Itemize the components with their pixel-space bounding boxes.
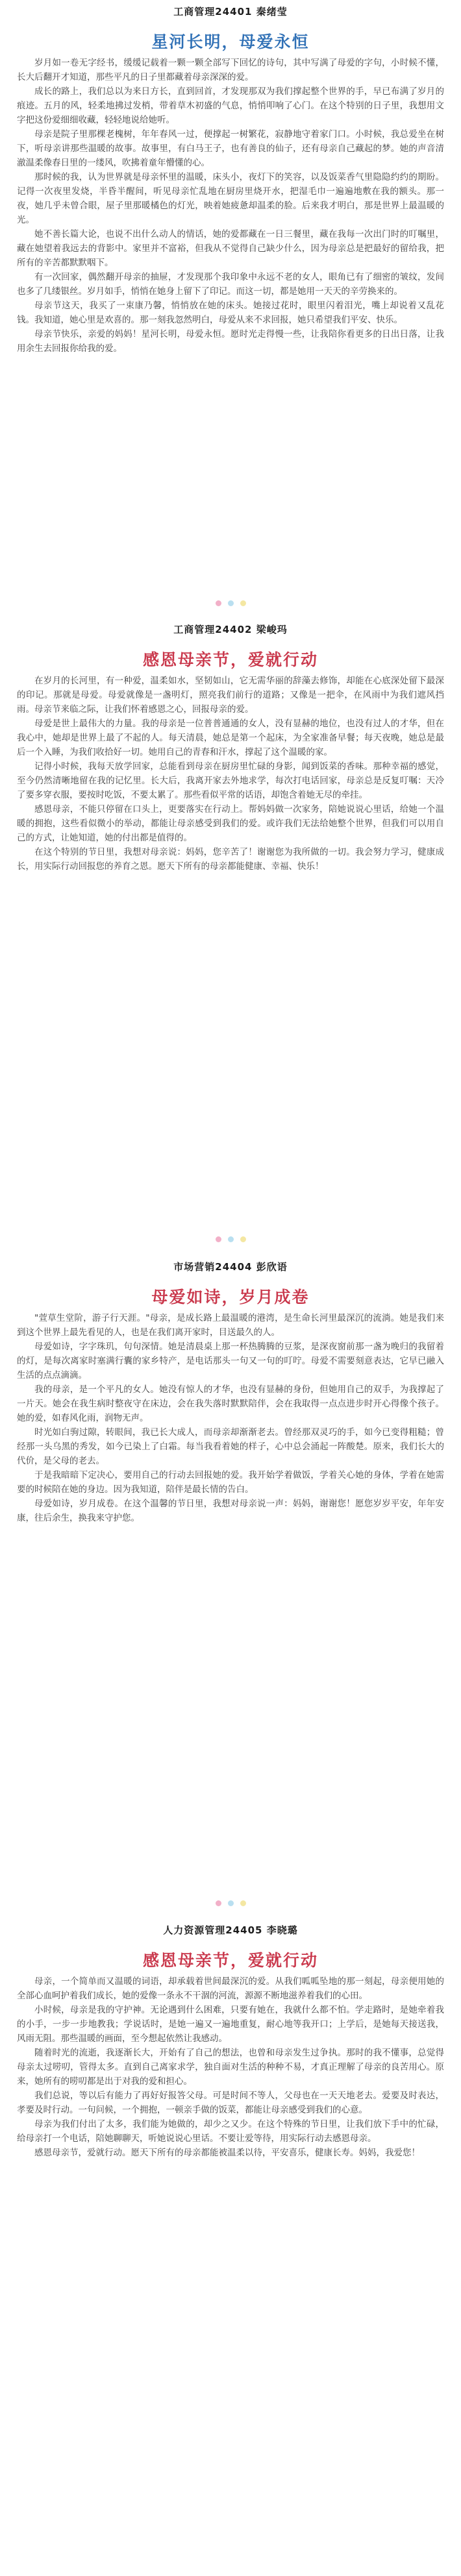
paragraph: 母爱如诗，岁月成卷。在这个温馨的节日里，我想对母亲说一声：妈妈，谢谢您！愿您岁岁平安，年年安康，往后余生，换我来守护您。 xyxy=(17,1499,444,1523)
article-1 xyxy=(0,4,461,588)
divider-dot xyxy=(228,600,234,606)
paragraph: 母亲是院子里那棵老槐树，年年春风一过，便撑起一树繁花，寂静地守着家门口。小时候，我总爱坐在树下，听母亲讲那些温暖的故事。故事里，有白马王子，也有善良的仙子，还有母亲自己藏起的梦。她的声音清澈温柔像春日里的一缕风，吹拂着童年懵懂的心。 xyxy=(17,129,444,168)
divider-dot xyxy=(216,600,221,606)
article-4 xyxy=(0,1922,461,2568)
article-3 xyxy=(0,1259,461,1895)
article-3-byline: 市场营销24404 彭欣语 xyxy=(173,1261,288,1273)
paragraph: 我的母亲，是一个平凡的女人。她没有惊人的才华，也没有显赫的身份，但她用自己的双手，为我撑起了一片天。她会在我生病时整夜守在床边，会在我失落时默默陪伴，会在我取得一点点进步时开心得像个孩子。她的爱，如春风化雨，润物无声。 xyxy=(17,1384,444,1423)
paragraph: 时光如白驹过隙，转眼间，我已长大成人，而母亲却渐渐老去。曾经那双灵巧的手，如今已变得粗糙；曾经那一头乌黑的秀发，如今已染上了白霜。每当我看着她的样子，心中总会涌起一阵酸楚。原来，我们长大的代价，是父母的老去。 xyxy=(17,1427,444,1466)
paragraph: 感恩母亲，不能只停留在口头上，更要落实在行动上。帮妈妈做一次家务，陪她说说心里话，给她一个温暖的拥抱，这些看似微小的举动，都能让母亲感受到我们的爱。或许我们无法给她整个世界，但我们可以用自己的方式，让她知道，她的付出都是值得的。 xyxy=(17,804,444,843)
article-2-title: 感恩母亲节，爱就行动 xyxy=(142,650,318,669)
paragraph: 母亲节快乐，亲爱的妈妈！星河长明，母爱永恒。愿时光走得慢一些，让我陪你看更多的日出日落，让我用余生去回报你给我的爱。 xyxy=(17,329,444,354)
article-4-title: 感恩母亲节，爱就行动 xyxy=(142,1951,318,1970)
article-4-byline: 人力资源管理24405 李晓璐 xyxy=(163,1924,298,1936)
paragraph: 她不善长篇大论，也说不出什么动人的情话，她的爱都藏在一日三餐里，藏在我每一次出门时的叮嘱里，藏在她望着我远去的背影中。家里并不富裕，但我从不觉得自己缺少什么，因为母亲总是把最好的留给我，把所有的辛苦都默默咽下。 xyxy=(17,229,444,268)
paragraph: 母亲，一个简单而又温暖的词语，却承载着世间最深沉的爱。从我们呱呱坠地的那一刻起，母亲便用她的全部心血呵护着我们成长，她的爱像一条永不干涸的河流，源源不断地滋养着我们的心田。 xyxy=(17,1976,444,2001)
section-divider xyxy=(0,1900,461,1908)
article-2-body xyxy=(17,674,444,874)
paragraph: 我们总说，等以后有能力了再好好报答父母。可是时间不等人，父母也在一天天地老去。爱要及时表达，孝要及时行动。一句问候，一个拥抱，一顿亲手做的饭菜，都能让母亲感受到我们的心意。 xyxy=(17,2091,444,2115)
paragraph: 成长的路上，我们总以为来日方长，直到回首，才发现那双为我们撑起整个世界的手，早已布满了岁月的痕迹。五月的风，轻柔地拂过发梢，带着草木初盛的气息，悄悄叩响了心门。在这个特别的日子里，我想用文字把这份爱细细收藏，轻轻地说给她听。 xyxy=(17,86,444,125)
divider-dot xyxy=(228,1236,234,1242)
divider-dot xyxy=(228,1900,234,1906)
paragraph: "萱草生堂阶，游子行天涯。"母亲，是成长路上最温暖的港湾，是生命长河里最深沉的流淌。她是我们来到这个世界上最先看见的人，也是在我们离开家时，目送最久的人。 xyxy=(17,1313,444,1338)
paragraph: 母爱如诗，字字珠玑，句句深情。她是清晨桌上那一杯热腾腾的豆浆，是深夜窗前那一盏为晚归的我留着的灯，是每次离家时塞满行囊的家乡特产，是电话那头一句又一句的叮咛。母爱不需要刻意表达，它早已融入生活的点点滴滴。 xyxy=(17,1342,444,1380)
article-4-body xyxy=(17,1974,444,2160)
paragraph: 在这个特别的节日里，我想对母亲说：妈妈，您辛苦了！谢谢您为我所做的一切。我会努力学习，健康成长，用实际行动回报您的养育之恩。愿天下所有的母亲都能健康、幸福、快乐！ xyxy=(17,847,444,872)
article-2-byline: 工商管理24402 梁峻玛 xyxy=(173,624,288,635)
paragraph: 于是我暗暗下定决心，要用自己的行动去回报她的爱。我开始学着做饭，学着关心她的身体，学着在她需要的时候陪在她的身边。因为我知道，陪伴是最长情的告白。 xyxy=(17,1470,444,1495)
paragraph: 那时候的我，认为世界就是母亲怀里的温暖，床头小，夜灯下的笑容，以及饭菜香气里隐隐约约的期盼。记得一次夜里发烧，半昏半醒间，听见母亲忙乱地在厨房里烧开水，把湿毛巾一遍遍地敷在我的额头。那一夜，她几乎未曾合眼，屋子里那暖橘色的灯光，映着她疲惫却温柔的脸。后来我才明白，那是世界上最温暖的光。 xyxy=(17,172,444,225)
paragraph: 随着时光的流逝，我逐渐长大，开始有了自己的想法，也曾和母亲发生过争执。那时的我不懂事，总觉得母亲太过唠叨，管得太多。直到自己离家求学，独自面对生活的种种不易，才真正理解了母亲的良苦用心。原来，她所有的唠叨都是出于对我的爱和担心。 xyxy=(17,2048,444,2087)
paragraph: 记得小时候，我每天放学回家，总能看到母亲在厨房里忙碌的身影，闻到饭菜的香味。那种幸福的感觉，至今仍然清晰地留在我的记忆里。长大后，我离开家去外地求学，每次打电话回家，母亲总是反复叮嘱：天冷了要多穿衣服，要按时吃饭，不要太累了。那些看似平常的话语，却饱含着她无尽的牵挂。 xyxy=(17,761,444,800)
paragraph: 感恩母亲节，爱就行动。愿天下所有的母亲都能被温柔以待，平安喜乐，健康长寿。妈妈，我爱您！ xyxy=(34,2148,420,2158)
article-3-title: 母爱如诗，岁月成卷 xyxy=(151,1288,310,1306)
article-1-byline: 工商管理24401 秦绪莹 xyxy=(173,6,288,18)
divider-dot xyxy=(216,1900,221,1906)
divider-dot xyxy=(240,1236,246,1242)
paragraph: 母亲节这天，我买了一束康乃馨，悄悄放在她的床头。她接过花时，眼里闪着泪光，嘴上却说着又乱花钱。我知道，她心里是欢喜的。那一刻我忽然明白，母爱从来不求回报，她只希望我们平安、快乐。 xyxy=(17,301,444,325)
section-divider xyxy=(0,600,461,608)
paragraph: 岁月如一卷无字经书，缓缓记载着一颗一颗全部写下回忆的诗句，其中写满了母爱的字句，小时候不懂，长大后翻开才知道，那些平凡的日子里都藏着母亲深深的爱。 xyxy=(17,58,444,82)
article-1-title: 星河长明，母爱永恒 xyxy=(151,32,310,51)
divider-dot xyxy=(216,1236,221,1242)
paragraph: 母爱是世上最伟大的力量。我的母亲是一位普普通通的女人，没有显赫的地位，也没有过人的才华，但在我心中，她却是世界上最了不起的人。每天清晨，她总是第一个起床，为全家准备早餐；每天夜晚，她总是最后一个入睡，为我们收拾好一切。她用自己的青春和汗水，撑起了这个温暖的家。 xyxy=(17,718,444,757)
paragraph: 在岁月的长河里，有一种爱，温柔如水，坚韧如山，它无需华丽的辞藻去修饰，却能在心底深处留下最深的印记。那就是母爱。母爱就像是一盏明灯，照亮我们前行的道路；又像是一把伞，在风雨中为我们遮风挡雨。母亲节来临之际，让我们怀着感恩之心，回报母亲的爱。 xyxy=(17,676,444,715)
paragraph: 小时候，母亲是我的守护神。无论遇到什么困难，只要有她在，我就什么都不怕。学走路时，是她牵着我的小手，一步一步地教我；学说话时，是她一遍又一遍地重复，耐心地等我开口；上学后，是她每天接送我，风雨无阻。那些温暖的画面，至今想起依然让我感动。 xyxy=(17,2005,444,2044)
article-3-body xyxy=(17,1311,444,1525)
paragraph: 有一次回家，偶然翻开母亲的抽屉，才发现那个我印象中永远不老的女人，眼角已有了细密的皱纹，发间也多了几缕银丝。岁月如手，悄悄在她身上留下了印记。而这一切，都是她用一天天的辛劳换来的。 xyxy=(17,272,444,297)
article-2 xyxy=(0,622,461,1232)
paragraph: 母亲为我们付出了太多，我们能为她做的，却少之又少。在这个特殊的节日里，让我们放下手中的忙碌，给母亲打一个电话，陪她聊聊天，听她说说心里话。不要让爱等待，用实际行动去感恩母亲。 xyxy=(17,2119,444,2144)
divider-dot xyxy=(240,600,246,606)
section-divider xyxy=(0,1236,461,1244)
divider-dot xyxy=(240,1900,246,1906)
article-1-body xyxy=(17,56,444,356)
